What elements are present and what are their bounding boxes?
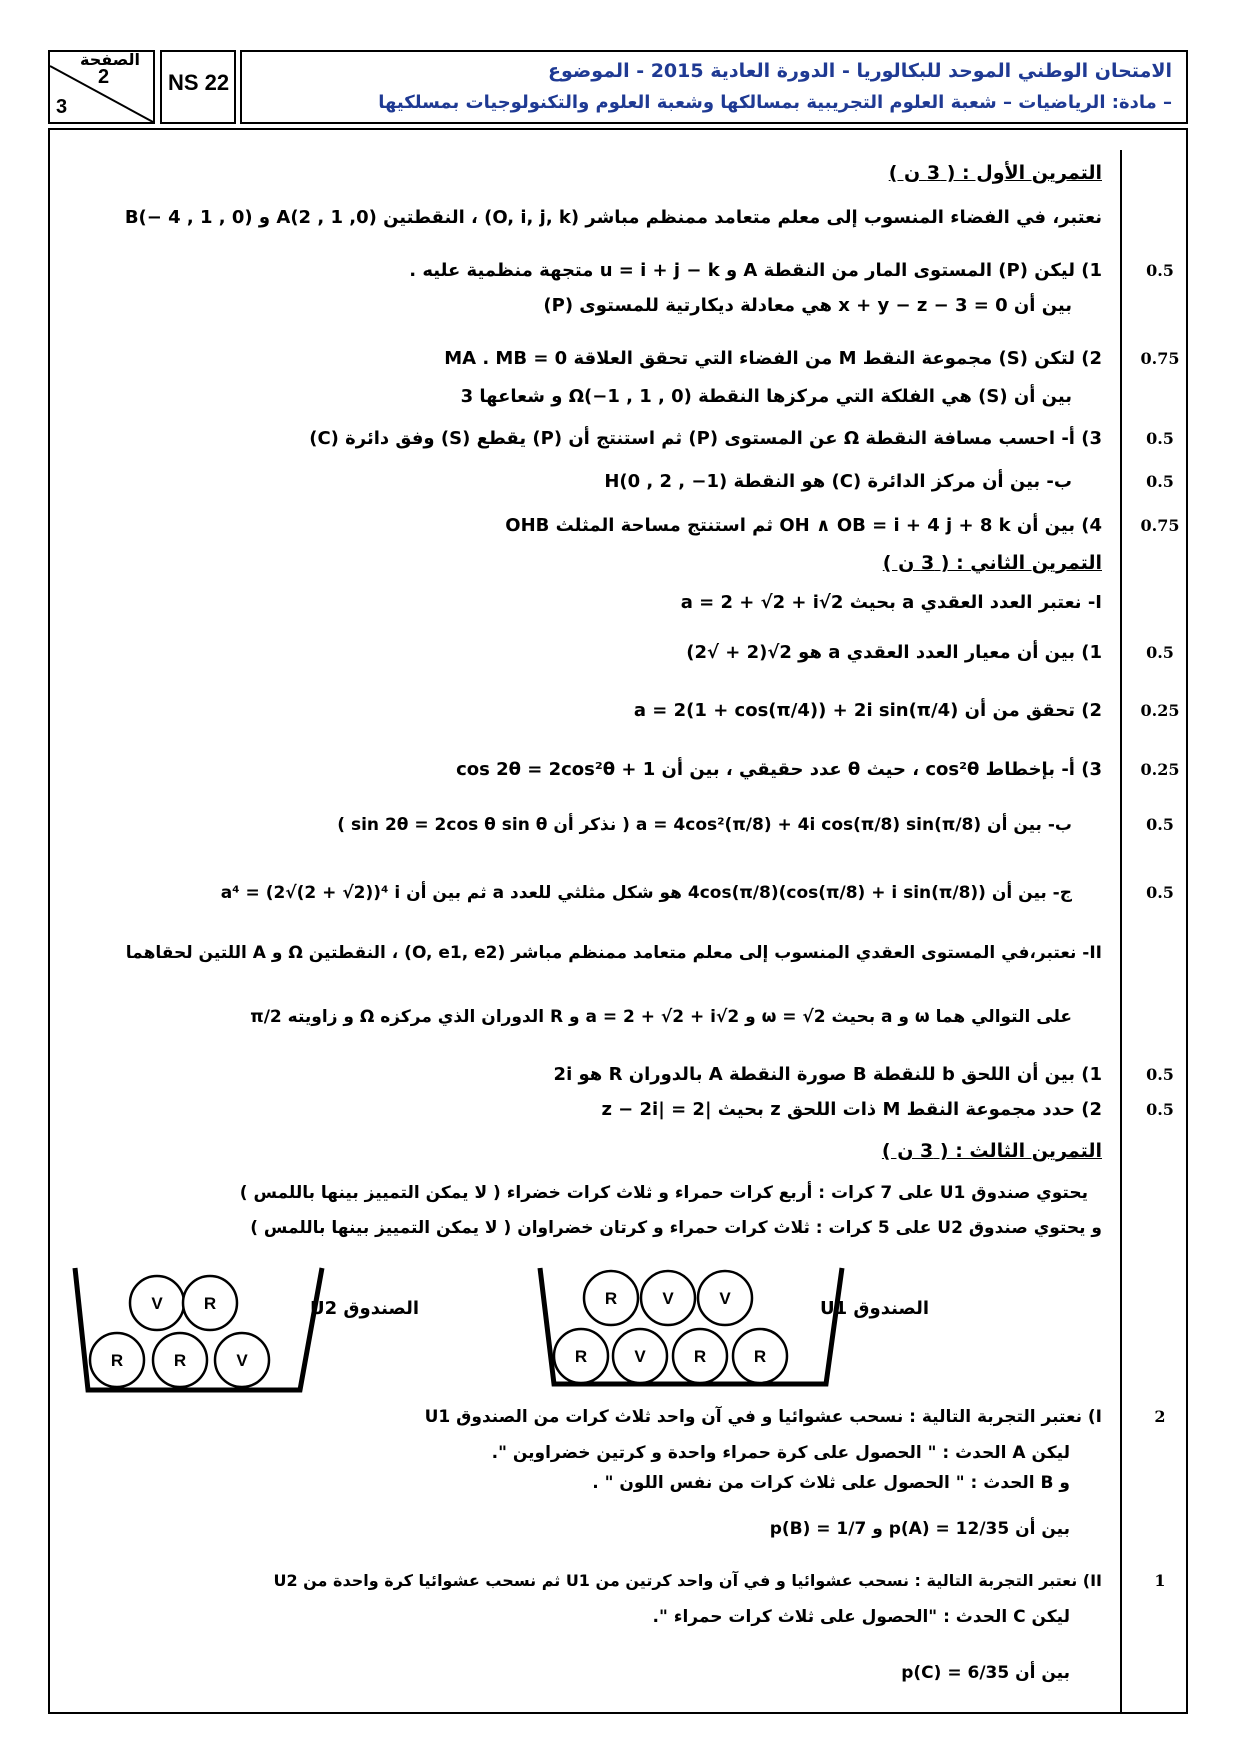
urn-u1-ball-label-1: R — [604, 1289, 618, 1308]
ex2-item-3b: ب- بين أن a = 4cos²(π/8) + 4i cos(π/8) sin(π/8) ( نذكر أن sin 2θ = 2cos θ sin θ ) — [337, 815, 1072, 835]
ex2-part1: I- نعتبر العدد العقدي a بحيث a = 2 + √2 + i√2 — [680, 592, 1102, 613]
urn-u1-ball-label-5: V — [634, 1347, 646, 1366]
ex1-item-2b: بين أن (S) هي الفلكة التي مركزها النقطة Ω(−1 , 1 , 0) و شعاعها 3 — [460, 386, 1072, 407]
urn-u2-ball-label-5: V — [236, 1351, 248, 1370]
ex2-points-3c: 0.5 — [1146, 883, 1174, 902]
code-box — [160, 50, 236, 124]
ex3-part1-line-2: و B الحدث : " الحصول على ثلاث كرات من نفس اللون " . — [592, 1473, 1070, 1493]
exam-subject: – مادة: الرياضيات – شعبة العلوم التجريبية بمسالكها وشعبة العلوم والتكنولوجيات بمسلكيها — [378, 92, 1172, 113]
ex1-item-1: 1) ليكن (P) المستوى المار من النقطة A و u = i + j − k متجهة منظمية عليه . — [409, 260, 1102, 281]
points-column-divider — [1120, 150, 1122, 1714]
ex1-item-2: 2) لتكن (S) مجموعة النقط M من الفضاء التي تحقق العلاقة MA . MB = 0 — [444, 348, 1102, 369]
page-total: 3 — [56, 96, 68, 118]
urn-u2-ball-label-2: R — [203, 1294, 217, 1313]
ex1-item-3b: ب- بين أن مركز الدائرة (C) هو النقطة H(0 , 2 , −1) — [604, 471, 1072, 492]
ex2-item-II2: 2) حدد مجموعة النقط M ذات اللحق z بحيث |z − 2i| = 2 — [601, 1099, 1102, 1120]
ex1-points-3b: 0.5 — [1146, 472, 1174, 491]
page-number: 2 — [98, 66, 110, 88]
ex2-part2-b: على التوالي هما ω و a بحيث ω = √2 و a = 2 + √2 + i√2 و R الدوران الذي مركزه Ω و زاويته π/2 — [250, 1007, 1072, 1027]
ex2-part2-a: II- نعتبر،في المستوى العقدي المنسوب إلى معلم متعامد ممنظم مباشر (O, e1, e2) ، النقطتين Ω و A اللتين لحقاهما — [125, 943, 1102, 963]
ex2-item-3a: 3) أ- بإخطاط cos²θ ، حيث θ عدد حقيقي ، بين أن 1 + cos 2θ = 2cos²θ — [456, 759, 1102, 780]
ex2-points-II1: 0.5 — [1146, 1065, 1174, 1084]
ex1-points-1: 0.5 — [1146, 261, 1174, 280]
ex3-points-I: 2 — [1154, 1407, 1166, 1426]
urn-u1-ball-label-2: V — [662, 1289, 674, 1308]
urn-u2-ball-label-4: R — [173, 1351, 187, 1370]
ex3-part1: I) نعتبر التجربة التالية : نسحب عشوائيا و في آن واحد ثلاث كرات من الصندوق U1 — [424, 1407, 1102, 1427]
ex2-item-1: 1) بين أن معيار العدد العقدي a هو 2√(2 + √2) — [686, 642, 1102, 663]
ex2-points-1: 0.5 — [1146, 643, 1174, 662]
urn-u1-ball-label-6: R — [693, 1347, 707, 1366]
ex3-part2-line-2: بين أن p(C) = 6/35 — [901, 1663, 1070, 1683]
title-box — [240, 50, 1188, 124]
urn-u2-ball-label-1: V — [151, 1294, 163, 1313]
urns-illustration — [60, 1262, 1100, 1402]
ex2-points-II2: 0.5 — [1146, 1100, 1174, 1119]
ex1-intro: نعتبر، في الفضاء المنسوب إلى معلم متعامد ممنظم مباشر (O, i, j, k) ، النقطتين A(2 , 1 ,0) و B(− 4 , 1 , 0) — [124, 207, 1102, 228]
urn-u1-ball-label-3: V — [719, 1289, 731, 1308]
ex1-points-4: 0.75 — [1140, 516, 1180, 535]
ex1-points-3: 0.5 — [1146, 429, 1174, 448]
ex3-line-1: يحتوي صندوق U1 على 7 كرات : أربع كرات حمراء و ثلاث كرات خضراء ( لا يمكن التمييز بينها باللمس ) — [239, 1183, 1088, 1203]
ex3-points-II: 1 — [1154, 1571, 1166, 1590]
page-label: الصفحة — [80, 50, 141, 69]
ex1-item-3a: 3) أ- احسب مسافة النقطة Ω عن المستوى (P) ثم استنتج أن (P) يقطع (S) وفق دائرة (C) — [309, 428, 1102, 449]
urn-u1-label: الصندوق U1 — [820, 1298, 930, 1319]
ex2-item-II1: 1) بين أن اللحق b للنقطة B صورة النقطة A بالدوران R هو 2i — [553, 1064, 1102, 1085]
urn-u1-ball-label-7: R — [753, 1347, 767, 1366]
ex3-part1-line-3: بين أن p(A) = 12/35 و p(B) = 1/7 — [769, 1519, 1070, 1539]
ex1-item-1b: بين أن x + y − z − 3 = 0 هي معادلة ديكارتية للمستوى (P) — [543, 295, 1072, 316]
page-number-box — [48, 50, 155, 124]
ex2-points-2: 0.25 — [1140, 701, 1180, 720]
ex2-item-3c: ج- بين أن 4cos(π/8)(cos(π/8) + i sin(π/8)) هو شكل مثلثي للعدد a ثم بين أن a⁴ = (2√(2 + √2))⁴ i — [220, 883, 1072, 903]
exam-code: NS 22 — [168, 70, 230, 95]
ex2-points-3b: 0.5 — [1146, 815, 1174, 834]
ex3-title: التمرين الثالث : ( 3 ن ) — [881, 1140, 1102, 1162]
ex3-line-2: و يحتوي صندوق U2 على 5 كرات : ثلاث كرات حمراء و كرتان خضراوان ( لا يمكن التمييز بينها باللمس ) — [250, 1218, 1102, 1238]
exam-title: الامتحان الوطني الموحد للبكالوريا - الدورة العادية 2015 - الموضوع — [548, 60, 1172, 82]
urn-u1-ball-label-4: R — [574, 1347, 588, 1366]
urn-u2-ball-label-3: R — [110, 1351, 124, 1370]
ex3-part2-line-1: ليكن C الحدث : "الحصول على ثلاث كرات حمراء ". — [652, 1607, 1070, 1627]
ex3-part2: II) نعتبر التجربة التالية : نسحب عشوائيا و في آن واحد كرتين من U1 ثم نسحب عشوائيا كرة واحدة من U2 — [273, 1571, 1102, 1590]
ex1-title: التمرين الأول : ( 3 ن ) — [888, 162, 1102, 184]
ex1-item-4: 4) بين أن OH ∧ OB = i + 4 j + 8 k ثم استنتج مساحة المثلث OHB — [505, 515, 1102, 536]
ex2-title: التمرين الثاني : ( 3 ن ) — [882, 552, 1102, 574]
ex2-item-2: 2) تحقق من أن a = 2(1 + cos(π/4)) + 2i sin(π/4) — [633, 700, 1102, 721]
urn-u2-label: الصندوق U2 — [310, 1298, 420, 1319]
ex1-points-2: 0.75 — [1140, 349, 1180, 368]
ex2-points-3: 0.25 — [1140, 760, 1180, 779]
ex3-part1-line-1: ليكن A الحدث : " الحصول على كرة حمراء واحدة و كرتين خضراوين ". — [491, 1443, 1070, 1463]
